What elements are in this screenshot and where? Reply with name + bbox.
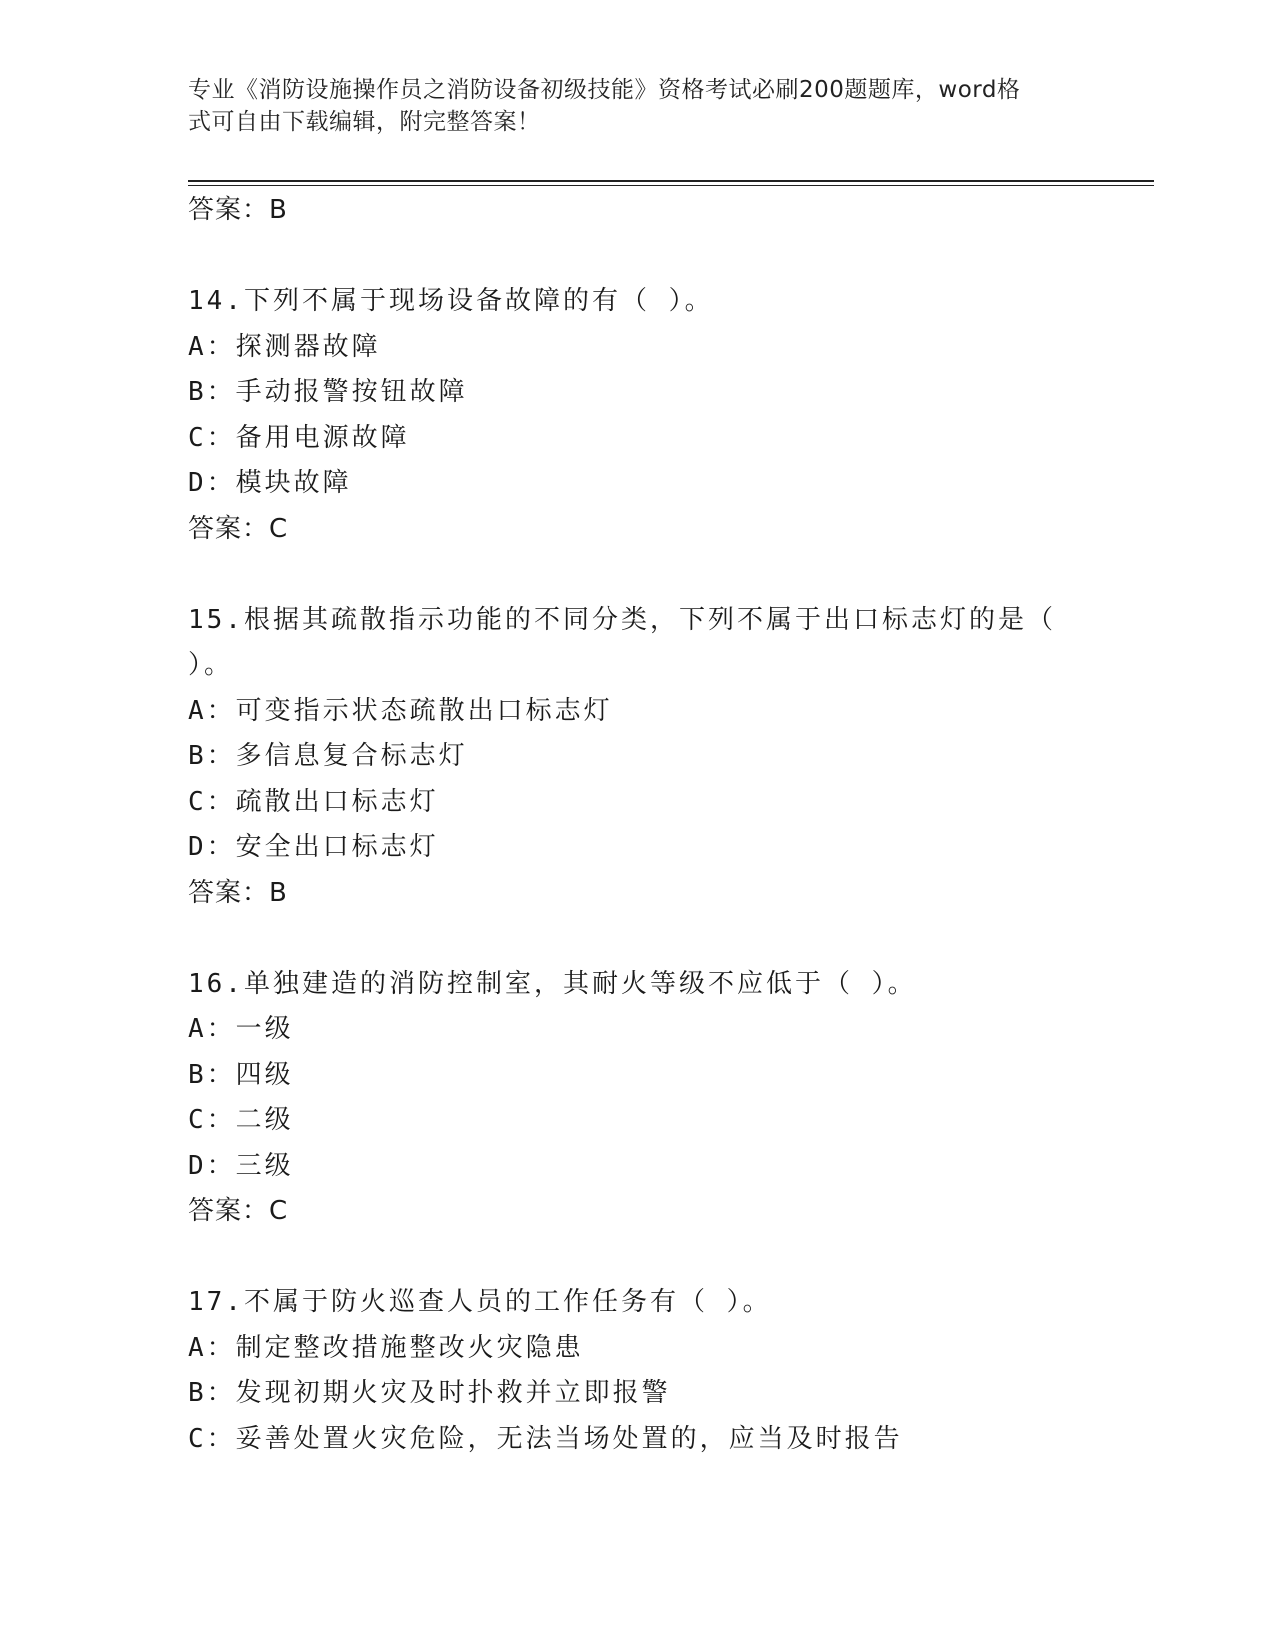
option-d: D：模块故障 bbox=[188, 468, 352, 498]
spacer bbox=[188, 1235, 1088, 1281]
question-text-continued: ）。 bbox=[188, 650, 234, 680]
option-a: A：一级 bbox=[188, 1014, 294, 1044]
option-c: C：二级 bbox=[188, 1105, 294, 1135]
header-rule-thin bbox=[188, 185, 1154, 186]
previous-answer: 答案：B bbox=[188, 195, 288, 225]
spacer bbox=[188, 916, 1088, 962]
option-a: A：制定整改措施整改火灾隐患 bbox=[188, 1332, 584, 1363]
header-line-2: 式可自由下载编辑，附完整答案！ bbox=[188, 109, 541, 135]
option-c: C：妥善处置火灾危险，无法当场处置的，应当及时报告 bbox=[188, 1423, 903, 1454]
option-b: B：发现初期火灾及时扑救并立即报警 bbox=[188, 1378, 671, 1408]
option-b: B：多信息复合标志灯 bbox=[188, 741, 468, 771]
option-b: B：四级 bbox=[188, 1059, 294, 1090]
question-17 bbox=[188, 1280, 1088, 1462]
option-a: A：可变指示状态疏散出口标志灯 bbox=[188, 695, 613, 726]
document-header bbox=[188, 74, 1068, 138]
answer: 答案：C bbox=[188, 513, 289, 544]
option-d: D：安全出口标志灯 bbox=[188, 832, 439, 862]
question-14 bbox=[188, 279, 1088, 552]
header-rule-thick bbox=[188, 180, 1154, 182]
option-a: A：探测器故障 bbox=[188, 331, 381, 362]
question-16 bbox=[188, 962, 1088, 1235]
answer: 答案：C bbox=[188, 1196, 289, 1226]
header-line-1: 专业《消防设施操作员之消防设备初级技能》资格考试必刷200题题库，word格 bbox=[188, 77, 1021, 103]
document-body bbox=[188, 188, 1088, 1462]
question-15 bbox=[188, 598, 1088, 917]
answer: 答案：B bbox=[188, 877, 288, 908]
spacer bbox=[188, 552, 1088, 598]
question-text: 16.单独建造的消防控制室，其耐火等级不应低于（ ）。 bbox=[188, 968, 917, 999]
question-text: 14.下列不属于现场设备故障的有（ ）。 bbox=[188, 286, 714, 316]
spacer bbox=[188, 234, 1088, 280]
option-b: B：手动报警按钮故障 bbox=[188, 377, 468, 407]
option-c: C：疏散出口标志灯 bbox=[188, 786, 439, 817]
question-text: 15.根据其疏散指示功能的不同分类，下列不属于出口标志灯的是（ bbox=[188, 604, 1056, 635]
option-c: C：备用电源故障 bbox=[188, 422, 410, 453]
question-text: 17.不属于防火巡查人员的工作任务有（ ）。 bbox=[188, 1287, 772, 1317]
option-d: D：三级 bbox=[188, 1150, 294, 1181]
